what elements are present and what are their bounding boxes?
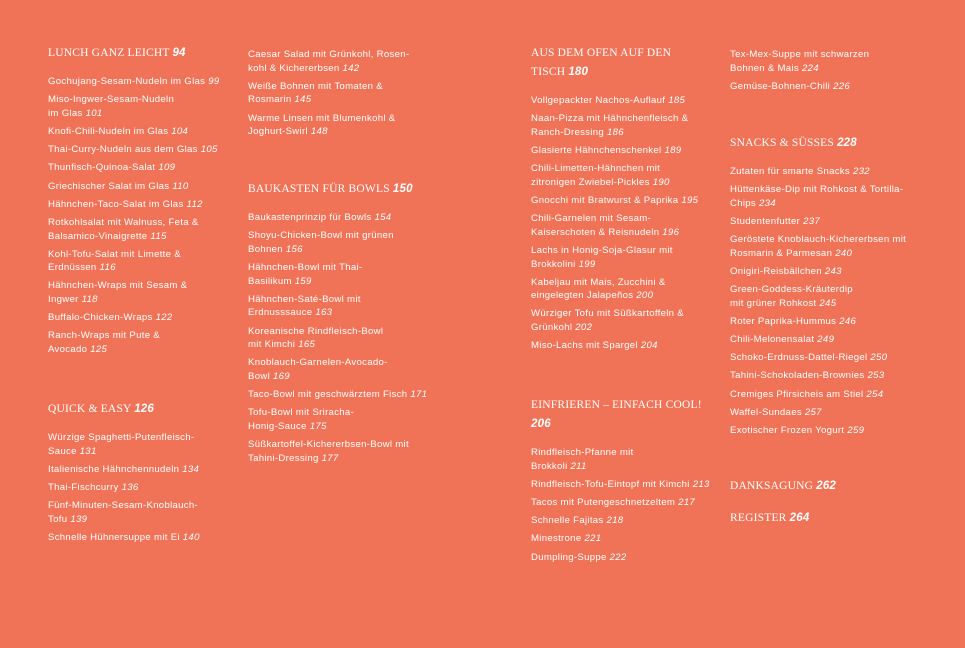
entry-title-line: Schnelle Fajitas	[531, 515, 604, 527]
toc-entry[interactable]	[48, 161, 233, 175]
entry-title-line: Exotischer Frozen Yogurt	[730, 425, 845, 437]
entry-title-line: Chili-Limetten-Hähnchen mit	[531, 163, 661, 175]
toc-entry[interactable]	[531, 194, 716, 208]
toc-entry[interactable]	[48, 499, 233, 526]
toc-entry[interactable]	[248, 80, 443, 107]
toc-entry[interactable]	[730, 369, 930, 383]
toc-entry[interactable]	[730, 406, 930, 420]
toc-entry[interactable]	[531, 162, 716, 189]
entry-title-line: Sauce	[48, 445, 77, 457]
entry-page-number: 156	[285, 243, 303, 255]
toc-entry[interactable]	[248, 388, 443, 402]
entry-title-line: Brokkolini	[531, 258, 576, 270]
entry-list	[48, 431, 233, 545]
entry-title-line: Hähnchen-Wraps mit Sesam &	[48, 280, 188, 292]
entry-title-line: Zutaten für smarte Snacks	[730, 166, 851, 177]
entry-title-line: Shoyu-Chicken-Bowl mit grünen	[248, 230, 394, 242]
entry-page-number: 169	[272, 370, 290, 382]
entry-page-number: 101	[85, 107, 103, 119]
entry-page-number: 257	[804, 406, 822, 418]
entry-title-line: Rindfleisch-Pfanne mit	[531, 447, 634, 458]
toc-entry[interactable]	[531, 212, 716, 239]
toc-entry[interactable]	[730, 80, 930, 94]
section-page-number: 262	[816, 480, 837, 492]
toc-section	[48, 44, 233, 361]
entry-title-line: Brokkoli	[531, 460, 568, 472]
entry-title-line: Knofi-Chili-Nudeln im Glas	[48, 125, 169, 137]
toc-entry[interactable]	[730, 388, 930, 402]
entry-title-line: Vollgepackter Nachos-Auflauf	[531, 95, 666, 106]
entry-page-number: 195	[681, 194, 699, 206]
toc-entry[interactable]	[48, 248, 233, 275]
entry-page-number: 142	[342, 62, 360, 74]
toc-section	[730, 134, 930, 442]
section-heading[interactable]	[48, 44, 233, 63]
entry-page-number: 222	[609, 551, 627, 563]
entry-page-number: 202	[575, 322, 593, 334]
toc-entry[interactable]	[48, 75, 233, 89]
entry-page-number: 104	[171, 125, 189, 137]
toc-entry[interactable]	[248, 438, 443, 465]
entry-page-number: 249	[817, 334, 835, 346]
entry-page-number: 125	[90, 344, 108, 356]
entry-title-line: Thunfisch-Quinoa-Salat	[48, 162, 156, 174]
entry-title-line: Naan-Pizza mit Hähnchenfleisch &	[531, 113, 689, 125]
toc-entry[interactable]	[730, 424, 930, 438]
toc-entry[interactable]	[48, 125, 233, 139]
entry-page-number: 234	[759, 197, 776, 209]
section-title: LUNCH GANZ LEICHT	[48, 47, 170, 59]
entry-page-number: 165	[298, 339, 316, 351]
entry-title-line: Balsamico-Vinaigrette	[48, 230, 148, 242]
toc-entry[interactable]	[531, 339, 716, 353]
entry-title-line: Hähnchen-Saté-Bowl mit	[248, 293, 361, 305]
entry-title-line: Gemüse-Bohnen-Chili	[730, 80, 831, 92]
entry-page-number: 217	[678, 496, 696, 508]
toc-entry[interactable]	[730, 315, 930, 329]
section-page-number: 126	[134, 403, 154, 415]
toc-section	[48, 400, 233, 549]
section-page-number: 180	[568, 66, 589, 78]
toc-entry[interactable]	[730, 48, 930, 75]
section-title: SNACKS & SÜSSES	[730, 137, 834, 149]
entry-title-line: Erdnusssauce	[248, 307, 313, 319]
toc-entry[interactable]	[48, 180, 233, 194]
entry-page-number: 154	[374, 212, 392, 223]
toc-entry[interactable]	[48, 198, 233, 212]
toc-entry[interactable]	[48, 531, 233, 545]
entry-list	[531, 94, 716, 353]
entry-title-line: Warme Linsen mit Blumenkohl &	[248, 112, 396, 124]
section-title: DANKSAGUNG	[730, 480, 814, 492]
section-title: REGISTER	[730, 512, 787, 524]
entry-title-line: Würzige Spaghetti-Putenfleisch-	[48, 432, 195, 443]
entry-title-line: Tofu	[48, 513, 68, 525]
toc-section	[730, 509, 930, 540]
entry-page-number: 112	[186, 198, 203, 210]
entry-page-number: 118	[81, 294, 98, 306]
section-title: BAUKASTEN FÜR BOWLS	[248, 183, 390, 195]
entry-list	[730, 48, 930, 93]
entry-title-line: zitronigen Zwiebel-Pickles	[531, 176, 650, 188]
section-heading[interactable]	[730, 134, 930, 153]
entry-page-number: 211	[570, 460, 587, 472]
entry-title-line: Taco-Bowl mit geschwärztem Fisch	[248, 389, 408, 401]
toc-entry[interactable]	[248, 325, 443, 352]
section-title: AUS DEM OFEN AUF DEN TISCH	[531, 47, 672, 78]
toc-entry[interactable]	[248, 112, 443, 139]
toc-section	[730, 477, 930, 508]
entry-page-number: 232	[852, 166, 870, 177]
entry-title-line: Dumpling-Suppe	[531, 551, 607, 563]
entry-page-number: 240	[835, 247, 853, 259]
entry-page-number: 110	[172, 180, 189, 192]
entry-list	[248, 48, 443, 139]
entry-title-line: Rosmarin & Parmesan	[730, 247, 833, 259]
section-page-number: 264	[789, 512, 810, 524]
section-title: QUICK & EASY	[48, 403, 132, 415]
section-page-number: 150	[392, 183, 413, 195]
section-page-number: 228	[837, 137, 857, 149]
entry-page-number: 213	[692, 478, 710, 490]
toc-entry[interactable]	[531, 244, 716, 271]
toc-section	[248, 180, 443, 470]
entry-title-line: Miso-Lachs mit Spargel	[531, 340, 638, 352]
entry-page-number: 190	[652, 176, 670, 188]
entry-page-number: 109	[158, 162, 176, 174]
entry-title-line: mit grüner Rohkost	[730, 297, 817, 309]
entry-title-line: Italienische Hähnchennudeln	[48, 463, 180, 475]
entry-title-line: Würziger Tofu mit Süßkartoffeln &	[531, 308, 684, 320]
entry-title-line: Ranch-Dressing	[531, 126, 604, 138]
toc-entry[interactable]	[730, 233, 930, 260]
toc-entry[interactable]	[730, 215, 930, 229]
entry-title-line: mit Kimchi	[248, 339, 296, 351]
entry-title-line: Kabeljau mit Mais, Zucchini &	[531, 276, 666, 288]
toc-section	[730, 48, 930, 98]
entry-title-line: Knoblauch-Garnelen-Avocado-	[248, 357, 388, 369]
entry-page-number: 122	[155, 312, 173, 324]
entry-page-number: 218	[606, 515, 624, 527]
entry-title-line: Kaiserschoten & Reisnudeln	[531, 226, 660, 238]
toc-entry[interactable]	[730, 265, 930, 279]
toc-entry[interactable]	[48, 93, 233, 120]
entry-page-number: 115	[150, 230, 167, 242]
entry-page-number: 163	[315, 307, 333, 319]
toc-entry[interactable]	[48, 431, 233, 458]
toc-entry[interactable]	[48, 329, 233, 356]
toc-entry[interactable]	[248, 293, 443, 320]
entry-title-line: Ingwer	[48, 294, 79, 306]
entry-title-line: Onigiri-Reisbällchen	[730, 265, 822, 277]
entry-title-line: Bowl	[248, 370, 270, 382]
entry-page-number: 221	[584, 533, 602, 545]
entry-title-line: Bohnen & Mais	[730, 62, 799, 74]
entry-title-line: Studentenfutter	[730, 215, 801, 227]
entry-title-line: Avocado	[48, 344, 88, 356]
section-heading[interactable]	[730, 477, 930, 496]
entry-title-line: Baukastenprinzip für Bowls	[248, 212, 372, 223]
entry-title-line: Buffalo-Chicken-Wraps	[48, 312, 153, 324]
entry-title-line: Rosmarin	[248, 94, 292, 106]
entry-title-line: Tex-Mex-Suppe mit schwarzen	[730, 49, 870, 60]
entry-title-line: Miso-Ingwer-Sesam-Nudeln	[48, 94, 175, 106]
section-title: EINFRIEREN – EINFACH COOL!	[531, 399, 702, 411]
entry-page-number: 196	[662, 226, 680, 238]
entry-page-number: 189	[664, 144, 682, 156]
entry-page-number: 243	[824, 265, 842, 277]
entry-page-number: 171	[410, 389, 428, 401]
entry-page-number: 136	[121, 481, 139, 493]
entry-title-line: Waffel-Sundaes	[730, 406, 802, 418]
toc-entry[interactable]	[48, 279, 233, 306]
entry-title-line: Bohnen	[248, 243, 283, 255]
entry-page-number: 250	[870, 352, 888, 364]
entry-list	[48, 75, 233, 357]
entry-page-number: 200	[636, 290, 654, 302]
entry-title-line: Gochujang-Sesam-Nudeln im Glas	[48, 76, 206, 87]
section-heading[interactable]	[48, 400, 233, 419]
entry-title-line: Geröstete Knoblauch-Kichererbsen mit	[730, 234, 907, 246]
entry-title-line: Honig-Sauce	[248, 420, 307, 432]
entry-title-line: Schoko-Erdnuss-Dattel-Riegel	[730, 352, 868, 364]
entry-title-line: Hähnchen-Taco-Salat im Glas	[48, 198, 184, 210]
entry-page-number: 131	[79, 445, 97, 457]
entry-page-number: 139	[70, 513, 88, 525]
entry-title-line: Hüttenkäse-Dip mit Rohkost & Tortilla-	[730, 184, 904, 196]
entry-list	[730, 165, 930, 438]
entry-page-number: 134	[182, 463, 200, 475]
entry-title-line: Koreanische Rindfleisch-Bowl	[248, 325, 384, 337]
toc-entry[interactable]	[531, 551, 716, 565]
entry-title-line: Kohl-Tofu-Salat mit Limette &	[48, 248, 181, 260]
toc-entry[interactable]	[248, 261, 443, 288]
entry-title-line: Chili-Melonensalat	[730, 334, 815, 346]
entry-title-line: Thai-Fischcurry	[48, 481, 119, 493]
entry-title-line: Tacos mit Putengeschnetzeltem	[531, 496, 676, 508]
entry-title-line: Rotkohlsalat mit Walnuss, Feta &	[48, 216, 199, 228]
entry-title-line: Cremiges Pfirsicheis am Stiel	[730, 388, 864, 400]
toc-entry[interactable]	[248, 356, 443, 383]
toc-entry[interactable]	[531, 94, 716, 108]
toc-entry[interactable]	[730, 183, 930, 210]
toc-section	[248, 48, 443, 143]
toc-entry[interactable]	[531, 112, 716, 139]
entry-page-number: 237	[803, 215, 820, 227]
toc-entry[interactable]	[531, 446, 716, 473]
entry-page-number: 186	[606, 126, 624, 138]
entry-title-line: Roter Paprika-Hummus	[730, 315, 837, 327]
toc-entry[interactable]	[248, 229, 443, 256]
section-page-number: 206	[531, 418, 551, 430]
toc-entry[interactable]	[730, 333, 930, 347]
toc-entry[interactable]	[48, 311, 233, 325]
entry-title-line: Fünf-Minuten-Sesam-Knoblauch-	[48, 500, 199, 512]
entry-list	[248, 211, 443, 465]
toc-entry[interactable]	[531, 514, 716, 528]
toc-entry[interactable]	[531, 307, 716, 334]
entry-page-number: 159	[294, 275, 312, 287]
entry-title-line: eingelegten Jalapeños	[531, 290, 634, 302]
section-page-number: 94	[172, 47, 186, 59]
entry-page-number: 185	[668, 95, 686, 106]
entry-title-line: Caesar Salad mit Grünkohl, Rosen-	[248, 49, 410, 60]
toc-entry[interactable]	[48, 216, 233, 243]
entry-title-line: kohl & Kichererbsen	[248, 62, 340, 74]
entry-title-line: Basilikum	[248, 275, 292, 287]
toc-entry[interactable]	[730, 165, 930, 179]
entry-page-number: 199	[578, 258, 596, 270]
entry-title-line: Süßkartoffel-Kichererbsen-Bowl mit	[248, 439, 409, 451]
toc-entry[interactable]	[531, 276, 716, 303]
entry-title-line: Glasierte Hähnchenschenkel	[531, 144, 662, 156]
entry-page-number: 145	[294, 94, 312, 106]
entry-title-line: Green-Goddess-Kräuterdip	[730, 284, 853, 296]
entry-page-number: 254	[866, 388, 884, 400]
entry-title-line: Minestrone	[531, 533, 582, 545]
toc-entry[interactable]	[531, 144, 716, 158]
entry-page-number: 105	[200, 144, 218, 156]
toc-entry[interactable]	[48, 481, 233, 495]
entry-title-line: Griechischer Salat im Glas	[48, 180, 170, 192]
toc-entry[interactable]	[730, 283, 930, 310]
entry-title-line: Chips	[730, 197, 757, 209]
entry-page-number: 140	[182, 531, 200, 543]
toc-entry[interactable]	[531, 478, 716, 492]
toc-entry[interactable]	[248, 211, 443, 225]
entry-title-line: Tahini-Dressing	[248, 452, 319, 464]
entry-page-number: 204	[640, 340, 658, 352]
entry-title-line: Rindfleisch-Tofu-Eintopf mit Kimchi	[531, 478, 690, 490]
entry-page-number: 253	[867, 370, 885, 382]
section-heading[interactable]	[531, 396, 716, 434]
entry-page-number: 148	[310, 126, 328, 138]
entry-title-line: Gnocchi mit Bratwurst & Paprika	[531, 194, 679, 206]
toc-entry[interactable]	[48, 143, 233, 157]
entry-page-number: 246	[839, 315, 857, 327]
entry-title-line: Grünkohl	[531, 322, 573, 334]
toc-entry[interactable]	[248, 406, 443, 433]
entry-title-line: im Glas	[48, 107, 83, 119]
entry-title-line: Schnelle Hühnersuppe mit Ei	[48, 531, 180, 543]
section-heading[interactable]	[248, 180, 443, 199]
section-heading[interactable]	[730, 509, 930, 528]
entry-title-line: Joghurt-Swirl	[248, 126, 308, 138]
toc-entry[interactable]	[531, 496, 716, 510]
entry-page-number: 177	[321, 452, 339, 464]
toc-entry[interactable]	[730, 351, 930, 365]
entry-title-line: Chili-Garnelen mit Sesam-	[531, 213, 651, 225]
toc-entry[interactable]	[248, 48, 443, 75]
entry-list	[531, 446, 716, 564]
entry-title-line: Lachs in Honig-Soja-Glasur mit	[531, 244, 673, 256]
toc-section	[531, 44, 716, 357]
entry-page-number: 226	[833, 80, 850, 92]
entry-page-number: 245	[819, 297, 837, 309]
entry-title-line: Tofu-Bowl mit Sriracha-	[248, 407, 355, 419]
toc-entry[interactable]	[531, 532, 716, 546]
entry-title-line: Ranch-Wraps mit Pute &	[48, 330, 160, 342]
section-heading[interactable]	[531, 44, 681, 82]
entry-page-number: 99	[208, 76, 220, 87]
entry-title-line: Tahini-Schokoladen-Brownies	[730, 370, 865, 382]
toc-section	[531, 396, 716, 569]
entry-page-number: 175	[309, 420, 327, 432]
entry-title-line: Thai-Curry-Nudeln aus dem Glas	[48, 144, 198, 156]
toc-entry[interactable]	[48, 463, 233, 477]
entry-page-number: 116	[99, 262, 116, 274]
entry-title-line: Erdnüssen	[48, 262, 97, 274]
entry-title-line: Weiße Bohnen mit Tomaten &	[248, 80, 383, 92]
entry-page-number: 259	[847, 425, 865, 437]
entry-title-line: Hähnchen-Bowl mit Thai-	[248, 261, 363, 273]
entry-page-number: 224	[801, 62, 819, 74]
